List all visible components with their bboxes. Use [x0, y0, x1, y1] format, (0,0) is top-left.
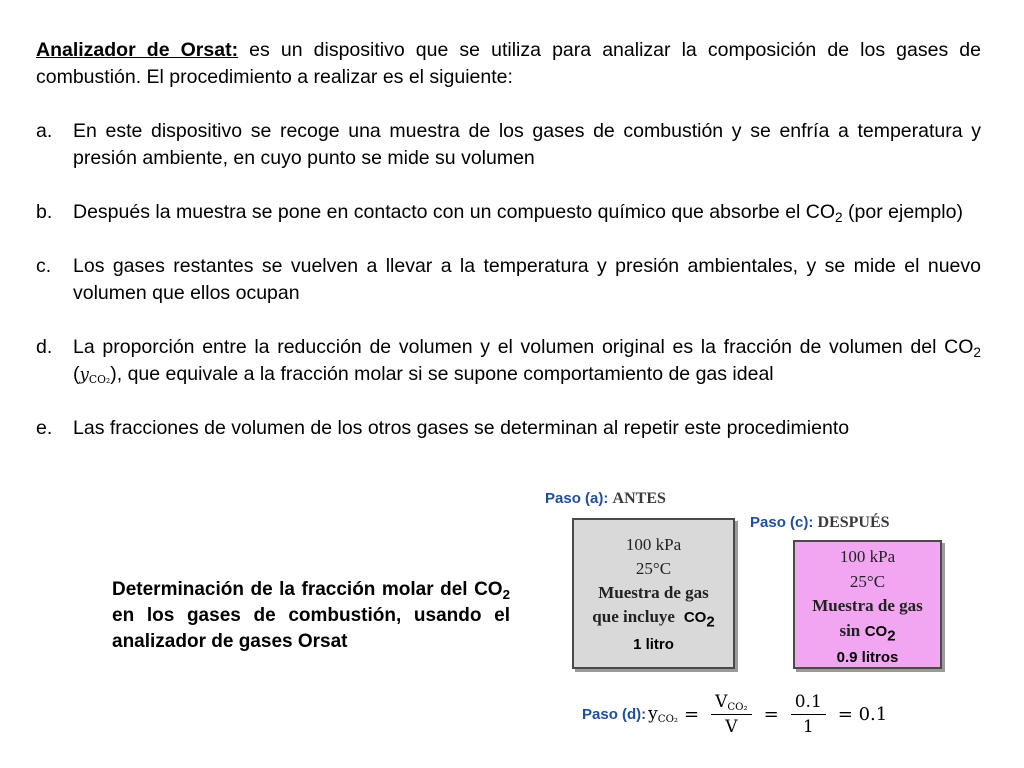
temperature-value: 25°C: [635, 559, 672, 578]
subscript: 2: [706, 613, 715, 631]
sample-description: Muestra de gas: [812, 596, 923, 615]
fraction-numerator: 0.1: [791, 692, 826, 715]
volume-ratio-fraction: [711, 692, 752, 737]
step-d-label: Paso (d):: [582, 705, 647, 723]
sample-gas-text: que incluye: [592, 607, 675, 626]
list-item-text: La proporción entre la reducción de volumen y el volumen original es la fracción de volumen del CO: [73, 336, 974, 358]
list-item-d: [36, 334, 981, 388]
list-item-a: [36, 118, 981, 172]
sample-gas-line: [574, 605, 733, 634]
math-sub: CO₂: [88, 373, 111, 387]
math-sub: CO₂: [657, 714, 679, 726]
equation-result: = 0.1: [837, 703, 888, 725]
math-var: y: [79, 365, 89, 384]
math-var: y: [648, 704, 658, 724]
list-marker: e.: [36, 417, 53, 439]
caption-text: Determinación de la fracción molar del CO: [112, 579, 503, 600]
pressure-value: 100 kPa: [625, 535, 682, 554]
mole-fraction-equation: [582, 684, 888, 744]
sample-description: Muestra de gas: [598, 583, 709, 602]
intro-paragraph: [36, 37, 981, 91]
step-a-word: ANTES: [612, 490, 666, 507]
math-sub: CO₂: [727, 701, 748, 713]
gas-formula: CO: [864, 622, 888, 640]
fraction-denominator: V: [725, 716, 738, 737]
list-marker: b.: [36, 201, 53, 223]
list-item-b: [36, 199, 981, 226]
intro-text: es un dispositivo que se utiliza para analizar la composición de los gases de combustión. El procedimiento a realizar es el siguiente:: [36, 39, 981, 88]
list-item-c: [36, 253, 981, 307]
list-item-text: Las fracciones de volumen de los otros gases se determinan al repetir este procedimiento: [73, 417, 850, 439]
step-a-label-text: Paso (a):: [545, 490, 609, 507]
paren-open: (: [73, 363, 80, 385]
list-item-text: Después la muestra se pone en contacto con un compuesto químico que absorbe el CO: [73, 201, 836, 223]
figure-caption: [112, 577, 510, 655]
subscript: 2: [973, 345, 981, 361]
volume-value: 1 litro: [633, 635, 674, 653]
equals-sign: =: [684, 703, 700, 725]
list-item-text-end: (por ejemplo): [842, 201, 963, 223]
step-c-label-text: Paso (c):: [750, 514, 814, 531]
fraction-numerator: [711, 692, 752, 715]
equals-sign: =: [763, 703, 779, 725]
list-marker: c.: [36, 255, 52, 277]
subscript: 2: [887, 627, 896, 644]
numeric-fraction: [791, 692, 826, 737]
math-var: V: [715, 691, 728, 712]
temperature-value: 25°C: [849, 571, 886, 591]
intro-term: Analizador de Orsat:: [36, 39, 239, 61]
list-marker: a.: [36, 120, 53, 142]
subscript: 2: [835, 210, 843, 226]
step-c-word: DESPUÉS: [817, 514, 890, 531]
equation-lhs: [648, 704, 678, 724]
sample-after-box: [793, 540, 942, 669]
step-a-label: [545, 490, 666, 508]
mole-fraction-symbol: [79, 365, 111, 387]
volume-value: 0.9 litros: [836, 649, 899, 666]
list-item-text-end: ), que equivale a la fracción molar si se supone comportamiento de gas ideal: [110, 363, 774, 385]
list-item-text: Los gases restantes se vuelven a llevar a la temperatura y presión ambientales, y se mide el nuevo volumen que ellos ocupan: [73, 255, 981, 304]
list-item-text: En este dispositivo se recoge una muestra de los gases de combustión y se enfría a temperatura y presión ambiente, en cuyo punto se mide su volumen: [73, 120, 981, 169]
fraction-denominator: 1: [802, 716, 814, 737]
step-c-label: [750, 514, 890, 532]
gas-formula: CO: [683, 609, 707, 626]
sample-gas-line: [795, 619, 940, 648]
list-item-e: [36, 415, 981, 442]
caption-text-end: en los gases de combustión, usando el analizador de gases Orsat: [112, 605, 510, 652]
sample-before-box: [572, 518, 735, 669]
list-marker: d.: [36, 336, 53, 358]
procedure-list: [36, 118, 981, 442]
subscript: 2: [502, 586, 510, 602]
sample-gas-text: sin: [839, 620, 861, 640]
pressure-value: 100 kPa: [839, 547, 896, 566]
